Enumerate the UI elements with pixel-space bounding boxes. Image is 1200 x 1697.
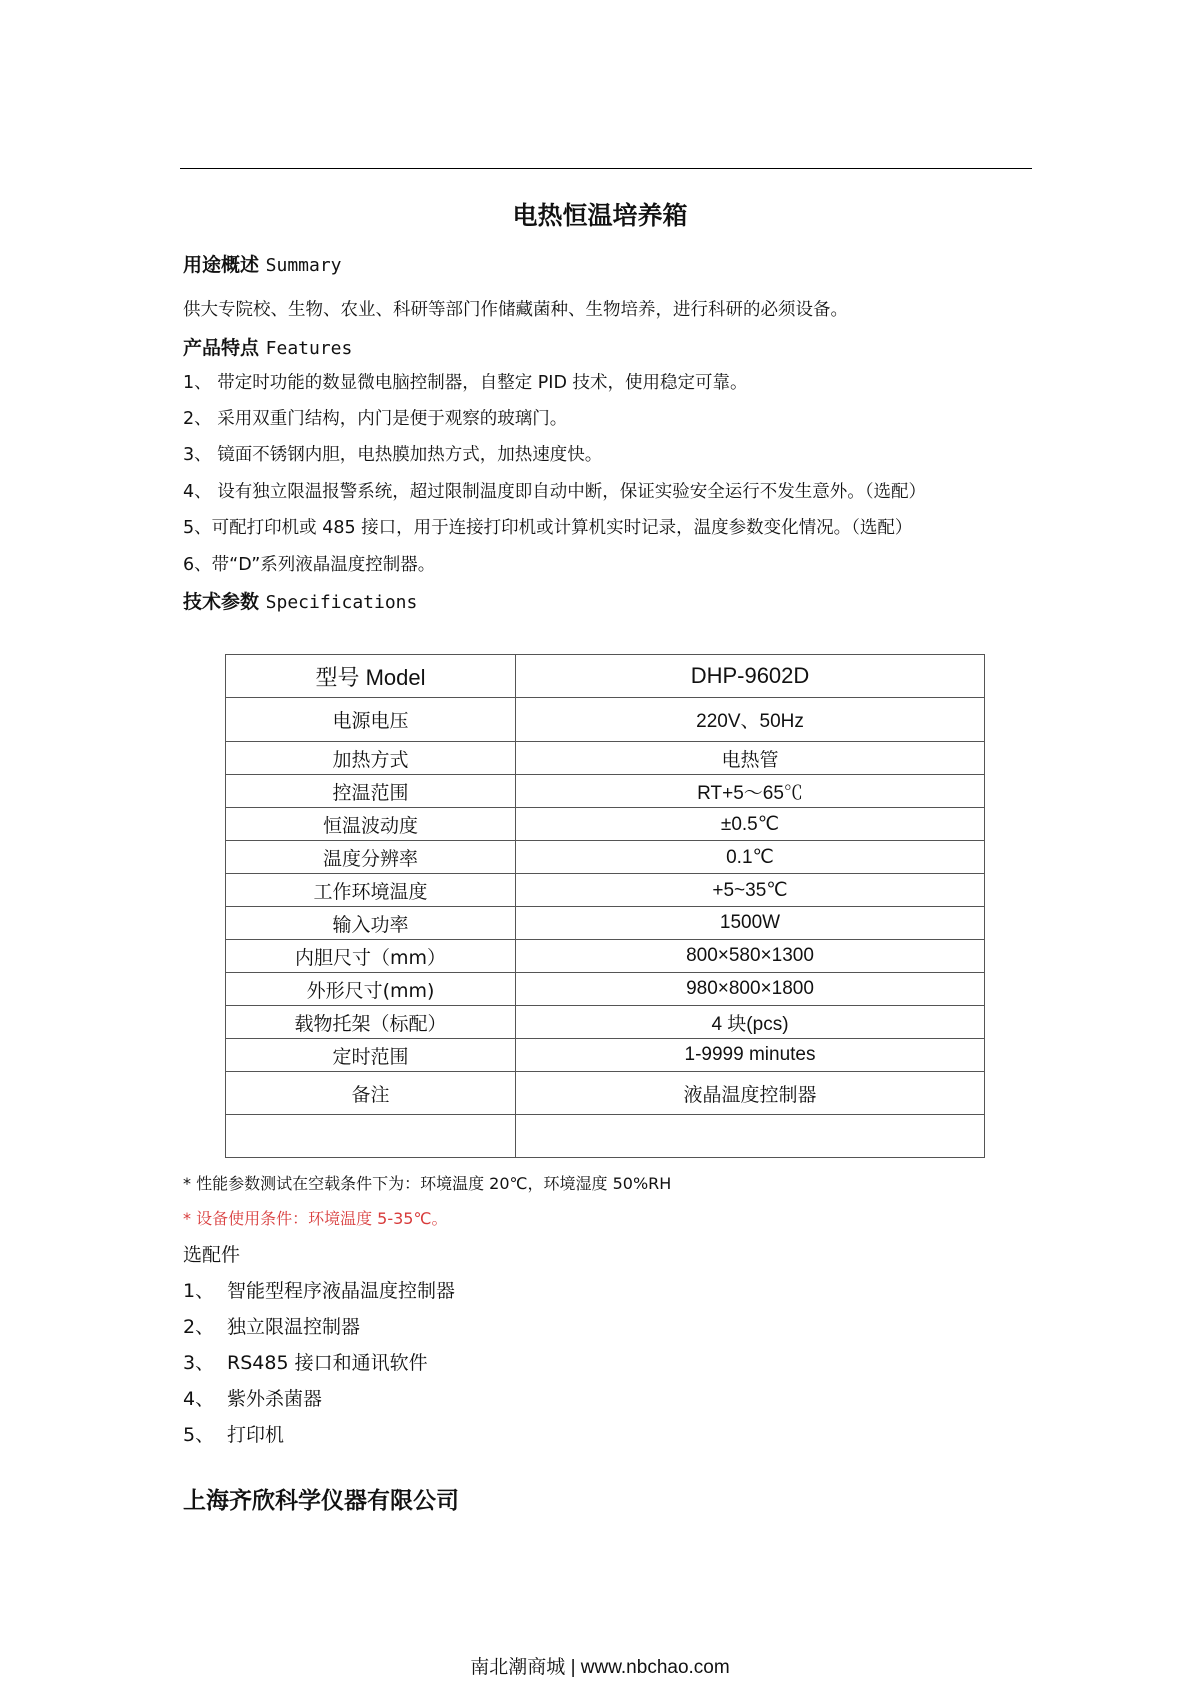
- spec-value: 220V、50Hz: [516, 698, 985, 742]
- option-number: 4、: [183, 1388, 215, 1410]
- spec-row: [226, 841, 985, 874]
- spec-row: [226, 742, 985, 775]
- spec-label: 输入功率: [226, 907, 516, 940]
- spec-label: 定时范围: [226, 1039, 516, 1072]
- spec-row: [226, 1072, 985, 1115]
- feature-item: 4、 设有独立限温报警系统，超过限制温度即自动中断，保证实验安全运行不发生意外。（选配）: [183, 482, 926, 502]
- feature-item: 2、 采用双重门结构，内门是便于观察的玻璃门。: [183, 409, 568, 429]
- spec-label: 恒温波动度: [226, 808, 516, 841]
- option-number: 5、: [183, 1424, 215, 1446]
- option-item: [183, 1384, 322, 1411]
- option-text: 智能型程序液晶温度控制器: [227, 1280, 456, 1302]
- spec-label: 备注: [226, 1072, 516, 1115]
- specs-heading-cn: 技术参数: [183, 591, 260, 613]
- spec-label: 外形尺寸(mm): [226, 973, 516, 1006]
- spec-row: [226, 775, 985, 808]
- spec-label: 电源电压: [226, 698, 516, 742]
- spec-value: 1500W: [516, 907, 985, 940]
- features-heading: [183, 333, 352, 360]
- spec-value: 0.1℃: [516, 841, 985, 874]
- spec-table: [225, 654, 985, 1158]
- summary-heading-cn: 用途概述: [183, 254, 260, 276]
- specs-heading: [183, 587, 417, 614]
- spec-label: 内胆尺寸（mm）: [226, 940, 516, 973]
- spec-value: 980×800×1800: [516, 973, 985, 1006]
- summary-text: 供大专院校、生物、农业、科研等部门作储藏菌种、生物培养，进行科研的必须设备。: [183, 300, 848, 320]
- options-heading: 选配件: [183, 1244, 241, 1266]
- spec-label: 加热方式: [226, 742, 516, 775]
- spec-row: [226, 907, 985, 940]
- summary-heading-en: Summary: [265, 255, 342, 276]
- option-item: [183, 1420, 284, 1447]
- feature-item: 3、 镜面不锈钢内胆，电热膜加热方式，加热速度快。: [183, 445, 603, 465]
- company-name: 上海齐欣科学仪器有限公司: [183, 1488, 459, 1514]
- spec-row: [226, 973, 985, 1006]
- option-number: 3、: [183, 1352, 215, 1374]
- spec-value: 1-9999 minutes: [516, 1039, 985, 1072]
- option-text: RS485 接口和通讯软件: [227, 1352, 428, 1374]
- footer-site-link[interactable]: 南北潮商城 | www.nbchao.com: [470, 1657, 730, 1678]
- spec-label: 控温范围: [226, 775, 516, 808]
- spec-row: [226, 808, 985, 841]
- summary-heading: [183, 250, 342, 277]
- option-item: [183, 1348, 428, 1375]
- option-text: 独立限温控制器: [227, 1316, 361, 1338]
- feature-item: 5、可配打印机或 485 接口，用于连接打印机或计算机实时记录，温度参数变化情况。（选配）: [183, 518, 913, 538]
- spec-value: 液晶温度控制器: [516, 1072, 985, 1115]
- spec-label: [226, 1115, 516, 1158]
- top-rule: [180, 168, 1032, 169]
- features-heading-cn: 产品特点: [183, 337, 260, 359]
- note-conditions: * 性能参数测试在空载条件下为：环境温度 20℃，环境湿度 50%RH: [183, 1174, 672, 1193]
- spec-row: [226, 1039, 985, 1072]
- spec-row: [226, 1006, 985, 1039]
- spec-value: [516, 1115, 985, 1158]
- spec-row: [226, 874, 985, 907]
- feature-item: 1、 带定时功能的数显微电脑控制器，自整定 PID 技术，使用稳定可靠。: [183, 373, 748, 393]
- feature-item: 6、带“D”系列液晶温度控制器。: [183, 555, 436, 575]
- spec-value: 4 块(pcs): [516, 1006, 985, 1039]
- specs-heading-en: Specifications: [265, 592, 418, 613]
- option-item: [183, 1312, 360, 1339]
- spec-value: ±0.5℃: [516, 808, 985, 841]
- spec-value: RT+5～65℃: [516, 775, 985, 808]
- note-usage: * 设备使用条件：环境温度 5-35℃。: [183, 1209, 448, 1228]
- spec-row: [226, 940, 985, 973]
- spec-value: 800×580×1300: [516, 940, 985, 973]
- spec-header-label: 型号 Model: [226, 655, 516, 698]
- spec-label: 工作环境温度: [226, 874, 516, 907]
- option-number: 1、: [183, 1280, 215, 1302]
- option-text: 紫外杀菌器: [227, 1388, 323, 1410]
- option-number: 2、: [183, 1316, 215, 1338]
- option-item: [183, 1276, 455, 1303]
- spec-label: 载物托架（标配）: [226, 1006, 516, 1039]
- features-heading-en: Features: [265, 338, 353, 359]
- spec-row-empty: [226, 1115, 985, 1158]
- option-text: 打印机: [227, 1424, 285, 1446]
- spec-value: 电热管: [516, 742, 985, 775]
- spec-label: 温度分辨率: [226, 841, 516, 874]
- spec-value: +5~35℃: [516, 874, 985, 907]
- spec-header-value: DHP-9602D: [516, 655, 985, 698]
- spec-header-row: [226, 655, 985, 698]
- spec-row: [226, 698, 985, 742]
- page-title: 电热恒温培养箱: [512, 201, 688, 230]
